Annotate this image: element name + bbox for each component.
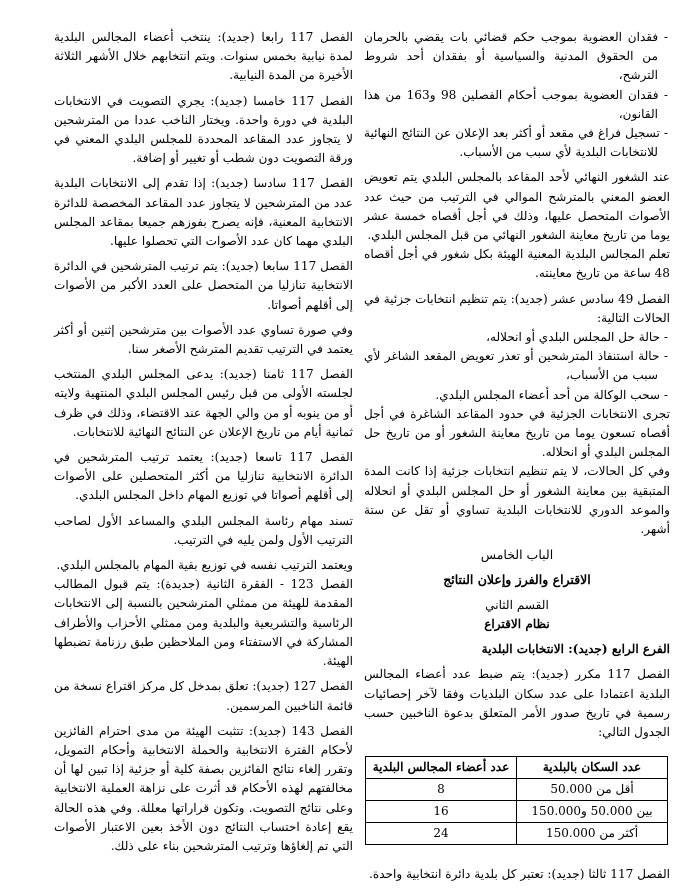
section-heading: القسم الثاني — [485, 597, 549, 612]
article-117-novies: الفصل 117 تاسعا (جديد): يعتمد ترتيب المترشحين في الدائرة الانتخابية تنازليا من أكثر المتحصلين على الأصوات إلى أقلهم أصواتا في توزيع المهام داخل المجلس البلدي. — [54, 450, 354, 503]
article-127: الفصل 127 (جديد): تعلق بمدخل كل مركز اقتراع نسخة من قائمة الناخبين المرسمين. — [54, 679, 353, 713]
table-row — [366, 801, 668, 823]
population-cell: أكثر من 150.000 — [517, 823, 668, 845]
seats-cell: 16 — [366, 801, 517, 823]
article-117-quinquies: الفصل 117 خامسا (جديد): يجري التصويت في الانتخابات البلدية في دورة واحدة. ويختار الناخب عددا من المترشحين لا يتجاوز عدد المقاعد المحددة للمجلس البلدي المعني في ورقة التصويت دون شطب أو تغيير أو إضافة. — [54, 93, 353, 166]
population-cell: بين 50.000 و150.000 — [517, 801, 668, 823]
section-title: نظام الاقتراع — [484, 616, 550, 631]
bullet-text: سحب الوكالة من أحد أعضاء المجلس البلدي. — [435, 387, 661, 402]
table-row — [366, 823, 668, 845]
bullet-item: - تسجيل فراغ في مقعد أو أكثر بعد الإعلان عن النتائج النهائية للانتخابات البلدية لأي سبب من الأسباب. — [364, 126, 669, 160]
seats-cell: 8 — [366, 779, 517, 801]
bullet-text: تسجيل فراغ في مقعد أو أكثر بعد الإعلان عن النتائج النهائية للانتخابات البلدية لأي سبب من الأسباب. — [364, 126, 660, 160]
chapter-title: الاقتراع والفرز وإعلان النتائج — [443, 572, 591, 588]
table-row — [366, 779, 668, 801]
article-123: الفصل 123 - الفقرة الثانية (جديدة): يتم قبول المطالب المقدمة للهيئة من ممثلي المترشحين بالنسبة إلى الانتخابات الرئاسية والتشريعية والبلدية ومن ممثلي الأحزاب والأطراف المشاركة في الاستفتاء ومن الملاحظين طبق رزنامة تضبطها الهيئة. — [54, 577, 354, 669]
header-seats: عدد أعضاء المجالس البلدية — [366, 757, 517, 779]
chapter-heading: الباب الخامس — [480, 547, 554, 563]
bullet-text: حالة استنفاذ المترشحين أو تعذر تعويض المقعد الشاغر لأي سبب من الأسباب، — [364, 349, 660, 383]
left-column — [54, 28, 353, 862]
bullet-item: - فقدان العضوية بموجب حكم قضائي بات يقضي بالحرمان من الحقوق المدنية والسياسية أو بفقدان أحد شروط الترشح، — [364, 30, 668, 83]
paragraph: تعلم المجالس البلدية المعنية الهيئة بكل شغور في أجل أقصاه 48 ساعة من تاريخ معاينته. — [364, 247, 670, 281]
article-49-16: الفصل 49 سادس عشر (جديد): يتم تنظيم انتخابات جزئية في الحالات التالية: — [363, 291, 670, 325]
bullet-text: حالة حل المجلس البلدي أو انحلاله، — [486, 330, 661, 345]
population-cell: أقل من 50.000 — [517, 779, 668, 801]
article-117-septies: الفصل 117 سابعا (جديد): يتم ترتيب المترشحين في الدائرة الانتخابية تنازليا من المتحصل على العدد الأكبر من الأصوات إلى أقلهم أصواتا. — [54, 259, 353, 312]
article-143: الفصل 143 (جديد): تتثبت الهيئة من مدى احترام الفائزين لأحكام الفترة الانتخابية والحملة الانتخابية وأحكام التمويل، وتقرر إلغاء نتائج الفائزين بصفة كلية أو جزئية إذا تبين لها أن مخالفتهم لهذه الأحكام قد أثرت على نزاهة العملية الانتخابية وعلى نتائج التصويت. وتكون قراراتها معللة. وفي هذه الحالة يقع إعادة احتساب النتائج دون الأخذ بعين الاعتبار الأصوات التي تم إلغاؤها وترتيب المترشحين بناء على ذلك. — [54, 723, 353, 853]
seats-cell: 24 — [366, 823, 517, 845]
header-population: عدد السكان بالبلدية — [517, 757, 668, 779]
article-117-quater: الفصل 117 رابعا (جديد): ينتخب أعضاء المجالس البلدية لمدة نيابية بخمس سنوات. ويتم انتخابهم خلال الأشهر الثلاثة الأخيرة من المدة النيابية. — [54, 30, 353, 83]
bullet-text: فقدان العضوية بموجب حكم قضائي بات يقضي بالحرمان من الحقوق المدنية والسياسية أو بفقدان أحد شروط الترشح، — [364, 30, 659, 83]
bullet-item: - حالة حل المجلس البلدي أو انحلاله، — [486, 330, 668, 345]
right-column — [364, 28, 670, 890]
bullet-text: فقدان العضوية بموجب أحكام الفصلين 98 و163 من هذا القانون، — [364, 87, 659, 121]
paragraph: تجرى الانتخابات الجزئية في حدود المقاعد الشاغرة في أجل أقصاه تسعون يوما من تاريخ معاينة الشغور أو من تاريخ حل المجلس البلدي أو انحلاله. — [364, 406, 670, 460]
bullet-item: - سحب الوكالة من أحد أعضاء المجلس البلدي. — [435, 387, 668, 402]
bullet-item: - حالة استنفاذ المترشحين أو تعذر تعويض المقعد الشاغر لأي سبب من الأسباب، — [364, 349, 669, 383]
seats-table — [365, 756, 668, 845]
paragraph: عند الشغور النهائي لأحد المقاعد بالمجلس البلدي يتم تعويض العضو المعني بالمترشح الموالي في الترتيب من حيث عدد الأصوات المتحصل عليها، وذلك في أجل أقصاه خمسة عشر يوما من تاريخ معاينة الشغور النهائي من قبل المجلس البلدي. — [364, 170, 670, 243]
bullet-item: - فقدان العضوية بموجب أحكام الفصلين 98 و163 من هذا القانون، — [364, 87, 669, 121]
paragraph: وفي صورة تساوي عدد الأصوات بين مترشحين إثنين أو أكثر يعتمد في الترتيب تقديم المترشح الأصغر سنا. — [54, 322, 353, 357]
article-117-octies: الفصل 117 ثامنا (جديد): يدعى المجلس البلدي المنتخب لجلسته الأولى من قبل رئيس المجلس البلدي المنتهية ولايته أو من ينوبه أو من والي الجهة عند الاقتضاء، وذلك في ظرف ثمانية أيام من تاريخ الإعلان عن النتائج النهائية للانتخابات. — [54, 367, 353, 439]
table-header-row — [366, 757, 668, 779]
article-117-sexies: الفصل 117 سادسا (جديد): إذا تقدم إلى الانتخابات البلدية عدد من المترشحين لا يتجاوز عدد المقاعد المخصصة للدائرة الانتخابية المعنية، فإنه يصرح بفوزهم جميعا بمقاعد المجلس البلدي مهما كان عدد الأصوات التي تحصلوا عليها. — [54, 176, 353, 249]
article-117-bis: الفصل 117 مكرر (جديد): يتم ضبط عدد أعضاء المجالس البلدية اعتمادا على عدد سكان البلديات وفقا لآخر إحصائيات رسمية في تاريخ صدور الأمر المتعلق بدعوة الناخبين حسب الجدول التالي: — [364, 667, 670, 739]
paragraph: ويعتمد الترتيب نفسه في توزيع بقية المهام بالمجلس البلدي. — [56, 558, 353, 573]
paragraph: وفي كل الحالات، لا يتم تنظيم انتخابات جزئية إذا كانت المدة المتبقية بين معاينة الشغور أو حل المجلس البلدي أو انحلاله والموعد الدوري للانتخابات البلدية تساوي أو تقل عن ستة أشهر. — [364, 464, 670, 537]
paragraph: تسند مهام رئاسة المجلس البلدي والمساعد الأول لصاحب الترتيب الأول ولمن يليه في الترتيب. — [54, 513, 353, 547]
branch-title: الفرع الرابع (جديد): الانتخابات البلدية — [481, 642, 670, 657]
article-117-ter: الفصل 117 ثالثا (جديد): تعتبر كل بلدية دائرة انتخابية واحدة. — [369, 867, 670, 882]
